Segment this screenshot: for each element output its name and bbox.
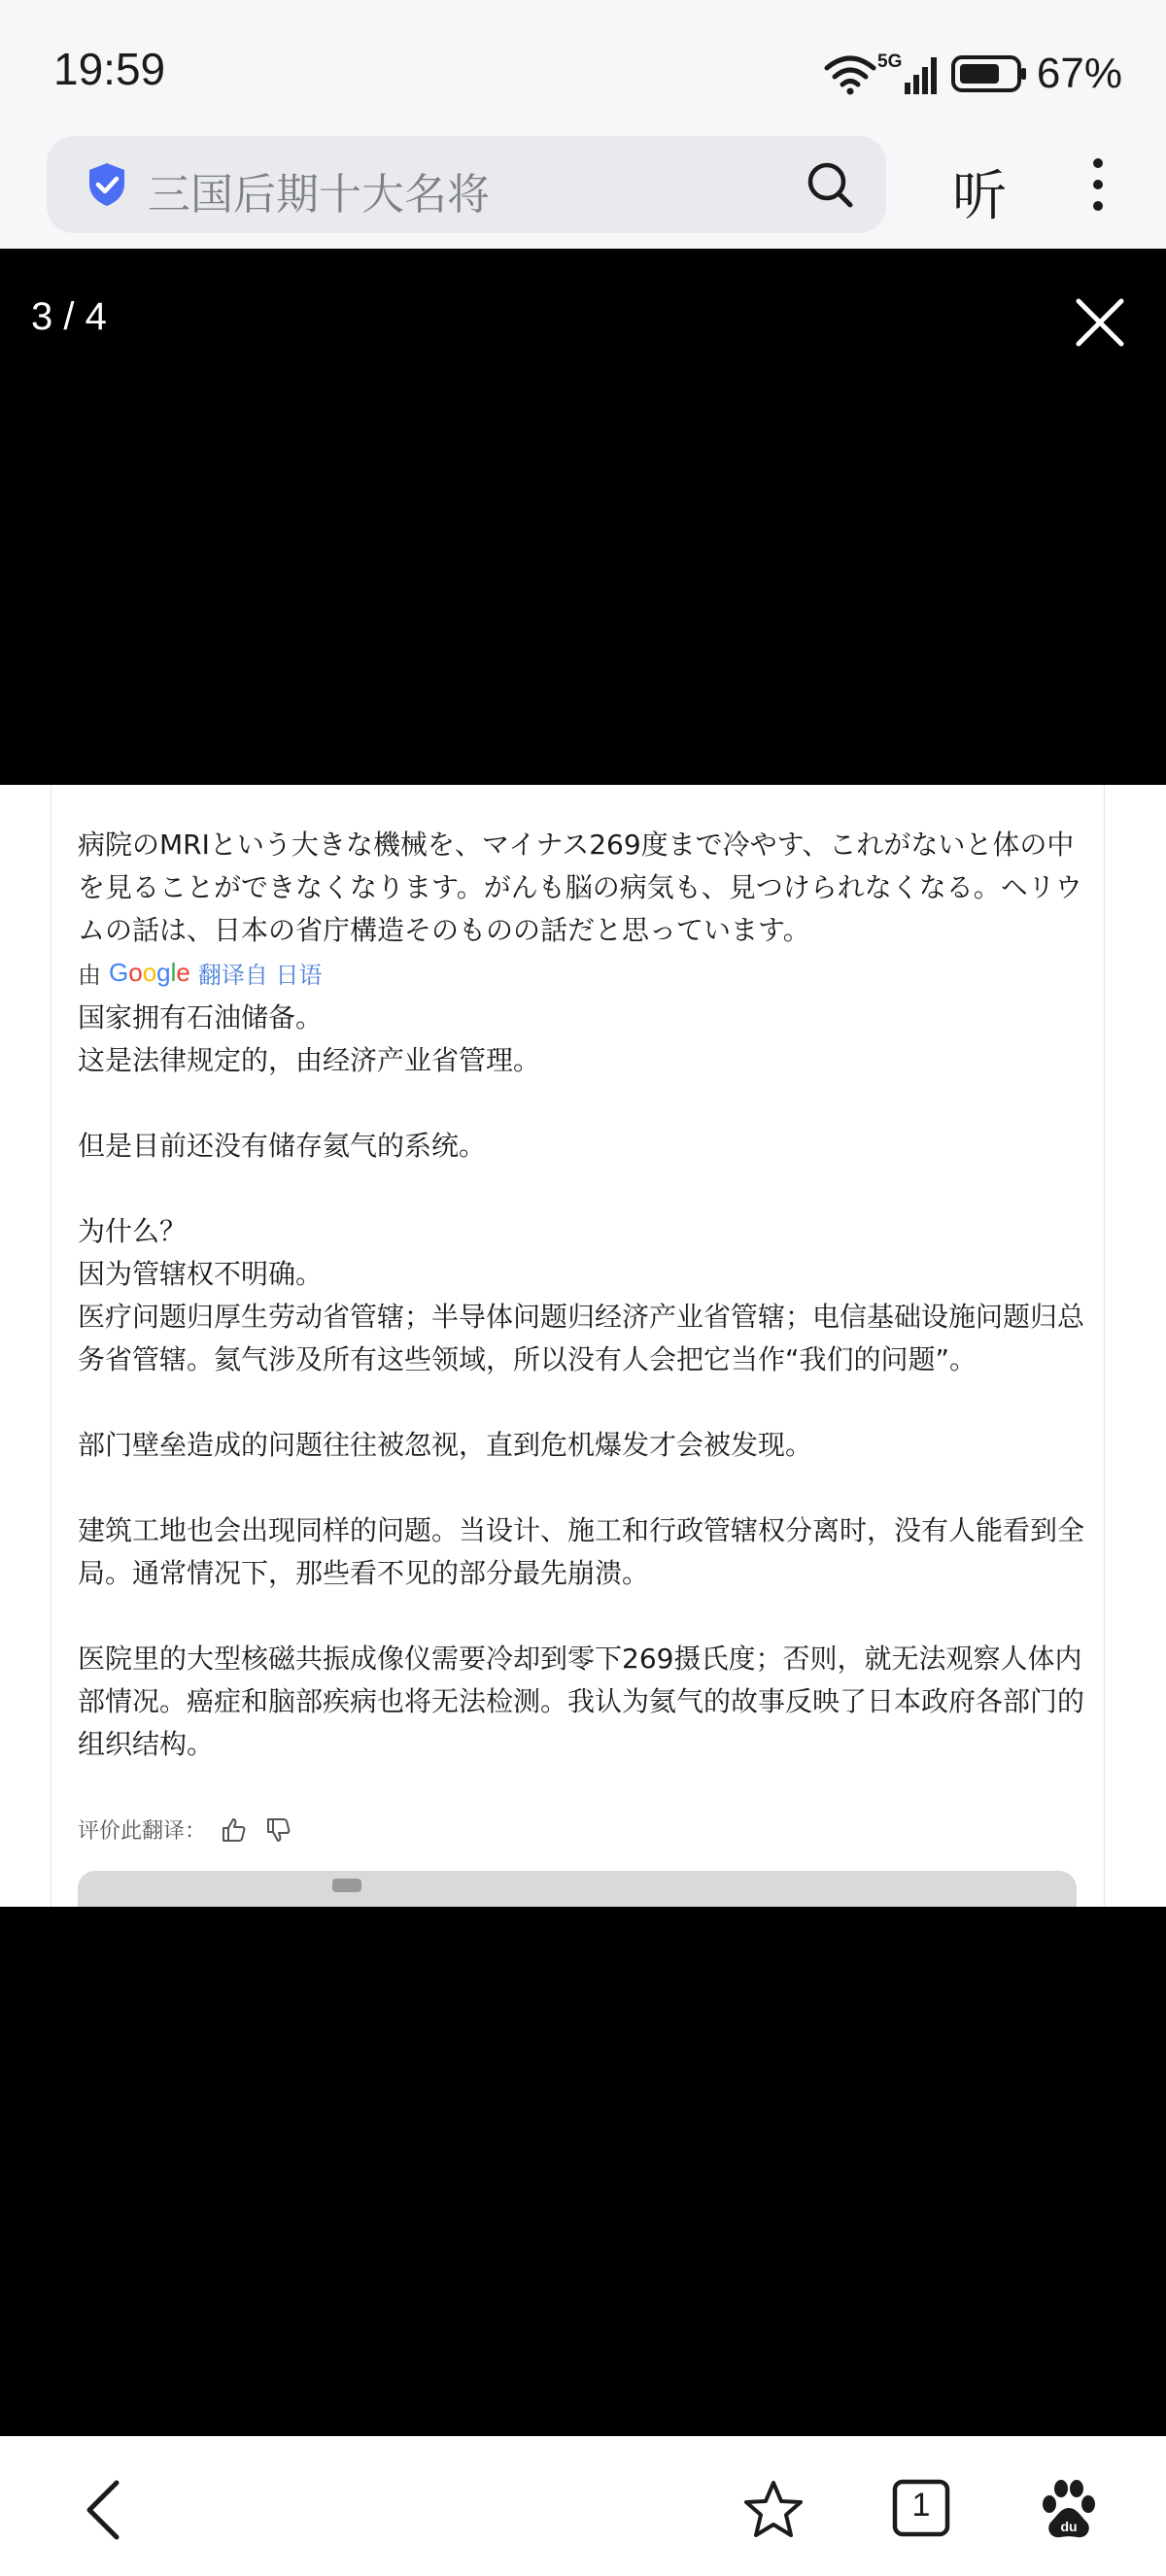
translation-blank-line [78,1467,1088,1509]
translated-from-link[interactable]: 翻译自 日语 [197,962,323,989]
network-label: 5G [876,51,903,72]
baidu-icon[interactable] [1040,2479,1098,2541]
translated-by-prefix: 由 [78,962,101,989]
rate-label: 评价此翻译： [78,1819,207,1844]
google-logo: Google [109,958,190,987]
screenshot-image[interactable] [0,785,1166,1907]
signal-icon [877,50,942,98]
rate-translation [78,1814,292,1845]
search-icon[interactable] [805,159,855,210]
listen-button[interactable]: 听 [952,165,1007,228]
thumbs-down-icon[interactable] [264,1816,292,1844]
translation-blank-line [78,1381,1088,1424]
card-border [1104,785,1105,1907]
translation-blank-line [78,1082,1088,1125]
translation-line: 医院里的大型核磁共振成像仪需要冷却到零下269摄氏度；否则，就无法观察人体内部情况。癌症和脑部疾病也将无法检测。我认为氦气的故事反映了日本政府各部门的组织结构。 [78,1643,1085,1760]
translation-line: 建筑工地也会出现同样的问题。当设计、施工和行政管辖权分离时，没有人能看到全局。通常情况下，那些看不见的部分最先崩溃。 [78,1514,1085,1589]
status-indicators [823,47,1122,101]
close-icon[interactable] [1073,295,1127,350]
translation-blank-line [78,1168,1088,1210]
translated-text [78,997,1088,1766]
status-time: 19:59 [53,44,166,94]
translation-line: 但是目前还没有储存氦气的系统。 [78,1130,487,1162]
embedded-photo[interactable] [78,1871,1077,1907]
translation-line: 为什么？ [78,1215,188,1247]
status-bar [0,0,1166,136]
translation-line: 这是法律规定的，由经济产业省管理。 [78,1044,541,1076]
translation-blank-line [78,1595,1088,1638]
search-input[interactable]: 三国后期十大名将 [148,170,490,220]
bottom-navigation [0,2436,1166,2576]
translation-attribution [78,956,323,990]
more-icon[interactable] [1079,153,1117,216]
battery-icon [951,54,1029,93]
translation-line: 因为管辖权不明确。 [78,1258,324,1290]
battery-level: 67% [1036,50,1122,97]
image-counter: 3 / 4 [31,295,107,338]
translation-line: 医疗问题归厚生劳动省管辖；半导体问题归经济产业省管辖；电信基础设施问题归总务省管辖。氦气涉及所有这些领域，所以没有人会把它当作“我们的问题”。 [78,1301,1085,1375]
translation-line: 部门壁垒造成的问题往往被忽视，直到危机爆发才会被发现。 [78,1429,813,1461]
image-viewer [0,249,1166,2436]
browser-toolbar [0,136,1166,249]
shield-icon [86,161,128,208]
search-box[interactable] [47,136,886,233]
wifi-icon [823,52,877,95]
translation-line: 国家拥有石油储备。 [78,1001,324,1034]
tab-count: 1 [911,2487,931,2524]
embedded-photo-detail [332,1879,361,1892]
original-post-text: 病院のMRIという大きな機械を、マイナス269度まで冷やす、これがないと体の中を見ることができなくなります。がんも脳の病気も、見つけられなくなる。ヘリウムの話は、日本の省庁構造そのものの話だと思っています。 [78,829,1082,946]
svg-text:du: du [1060,2519,1078,2534]
thumbs-up-icon[interactable] [220,1816,247,1844]
back-icon[interactable] [82,2479,124,2541]
tabs-button[interactable] [892,2479,950,2537]
star-icon[interactable] [742,2479,805,2541]
